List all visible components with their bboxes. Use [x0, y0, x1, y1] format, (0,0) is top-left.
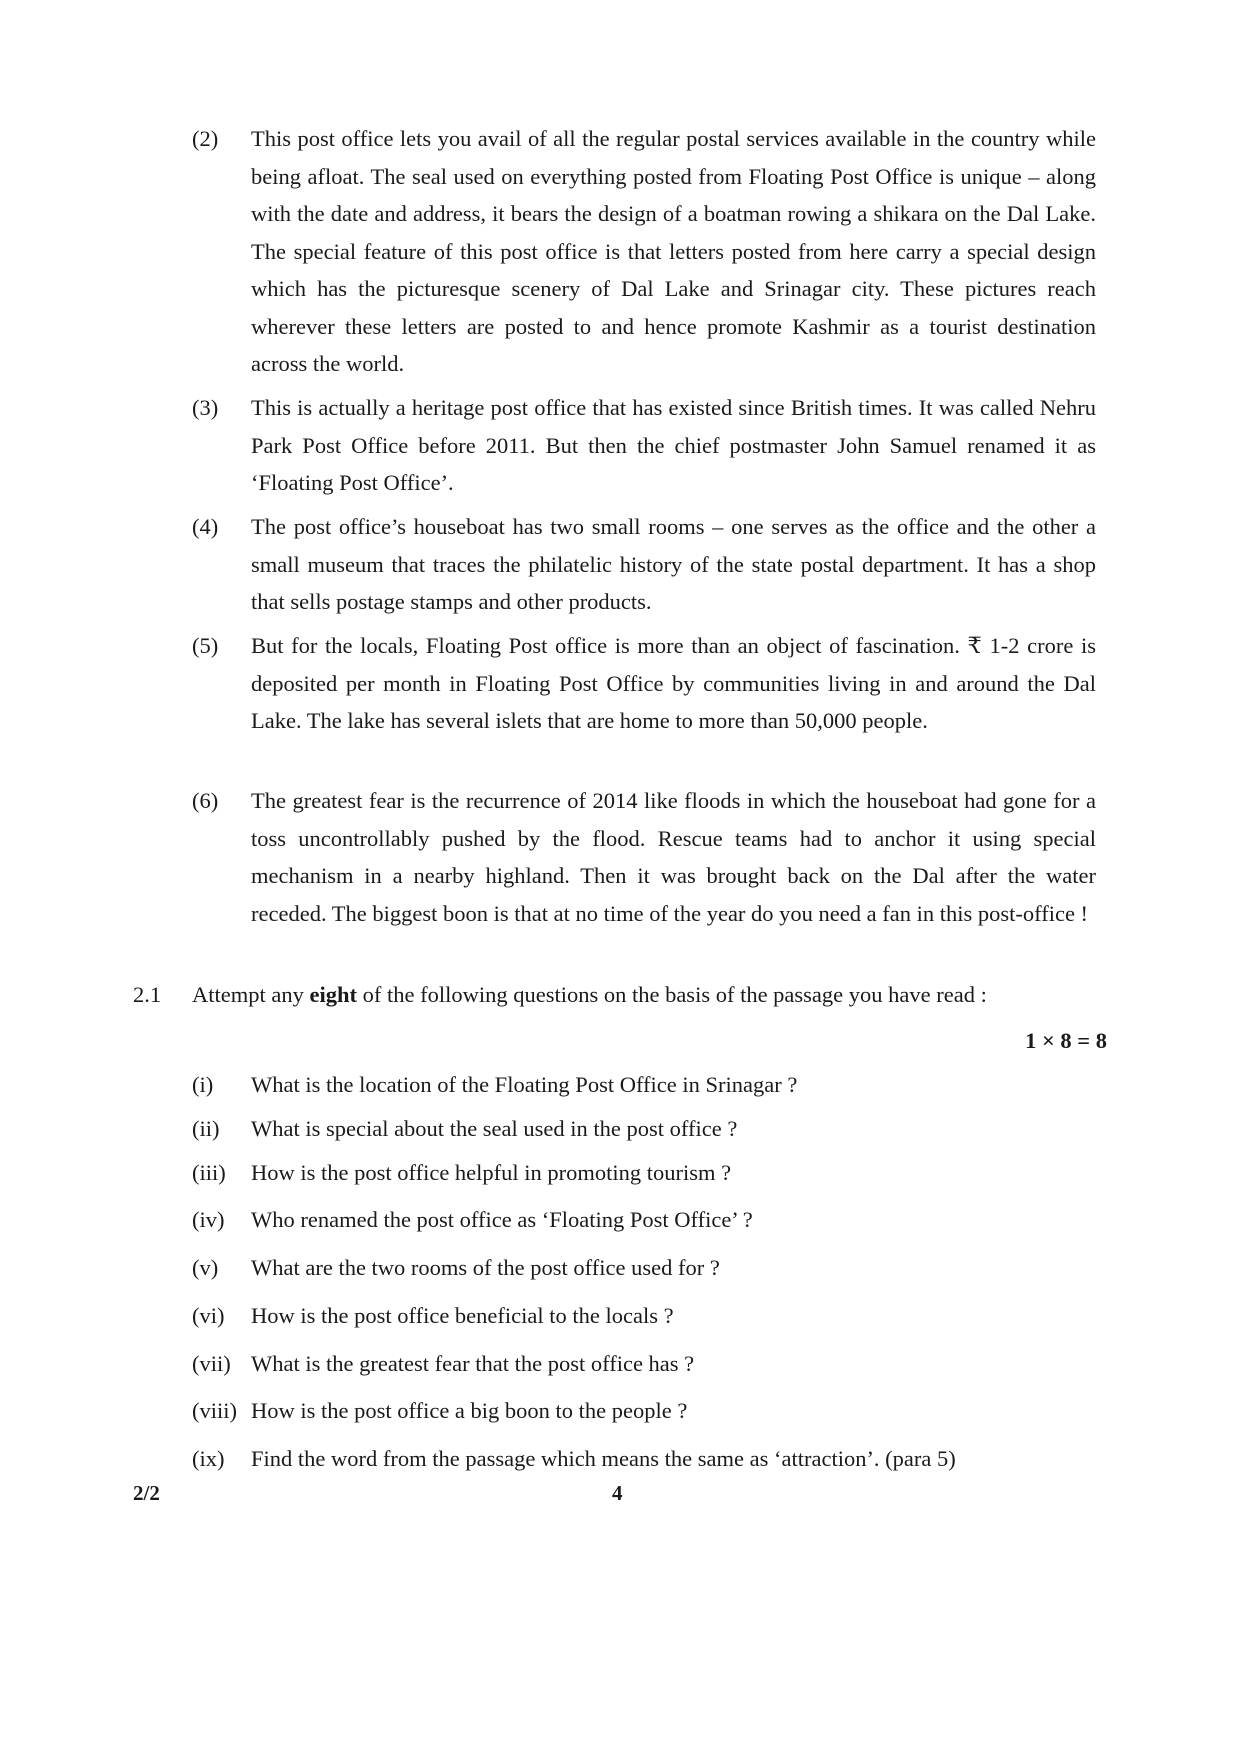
question-text: What is the location of the Floating Post Office in Srinagar ? [251, 1072, 798, 1097]
section-number: 2.1 [133, 982, 162, 1007]
question-text: How is the post office a big boon to the people ? [251, 1398, 688, 1423]
instruction-emphasis: eight [309, 982, 357, 1007]
paragraph-text: But for the locals, Floating Post office is more than an object of fascination. ₹ 1-2 crore is deposited per month in Floating Post Office by communities living in and around the Dal Lake. The lake has several islets that are home to more than 50,000 people. [251, 633, 1096, 733]
paragraph-number: (2) [192, 126, 219, 151]
question-number: (vii) [192, 1351, 231, 1376]
paragraph-text: This post office lets you avail of all the regular postal services available in the country while being afloat. The seal used on everything posted from Floating Post Office is unique – along with the date and address, it bears the design of a boatman rowing a shikara on the Dal Lake. The special feature of this post office is that letters posted from here carry a special design which has the picturesque scenery of Dal Lake and Srinagar city. These pictures reach wherever these letters are posted to and hence promote Kashmir as a tourist destination across the world. [251, 126, 1096, 376]
question-number: (iii) [192, 1160, 226, 1185]
question-number: (v) [192, 1255, 219, 1280]
question-number: (i) [192, 1072, 214, 1097]
question-number: (iv) [192, 1207, 225, 1232]
paragraph-number: (6) [192, 788, 219, 813]
question-text: What is the greatest fear that the post office has ? [251, 1351, 695, 1376]
paragraph-text: This is actually a heritage post office that has existed since British times. It was called Nehru Park Post Office before 2011. But then the chief postmaster John Samuel renamed it as ‘Floating Post Office’. [251, 395, 1096, 495]
instruction-text: of the following questions on the basis of the passage you have read : [356, 982, 987, 1007]
question-text: Find the word from the passage which means the same as ‘attraction’. (para 5) [251, 1446, 956, 1471]
footer-code: 2/2 [133, 1481, 160, 1505]
question-number: (viii) [192, 1398, 237, 1423]
section-instruction [192, 976, 987, 1014]
question-text: What is special about the seal used in the post office ? [251, 1116, 738, 1141]
paragraph-text: The greatest fear is the recurrence of 2014 like floods in which the houseboat had gone for a toss uncontrollably pushed by the flood. Rescue teams had to anchor it using special mechanism in a nearby highland. Then it was brought back on the Dal after the water receded. The biggest boon is that at no time of the year do you need a fan in this post-office ! [251, 788, 1096, 926]
question-text: Who renamed the post office as ‘Floating Post Office’ ? [251, 1207, 753, 1232]
marks-label: 1 × 8 = 8 [1025, 1028, 1107, 1053]
question-number: (ix) [192, 1446, 225, 1471]
question-number: (ii) [192, 1116, 220, 1141]
question-text: What are the two rooms of the post office used for ? [251, 1255, 720, 1280]
paragraph-number: (5) [192, 633, 219, 658]
paragraph-text: The post office’s houseboat has two small rooms – one serves as the office and the other a small museum that traces the philatelic history of the state postal department. It has a shop that sells postage stamps and other products. [251, 514, 1096, 614]
page-number: 4 [612, 1481, 623, 1505]
instruction-text: Attempt any [192, 982, 310, 1007]
paragraph-number: (4) [192, 514, 219, 539]
question-number: (vi) [192, 1303, 225, 1328]
paragraph-number: (3) [192, 395, 219, 420]
question-text: How is the post office helpful in promoting tourism ? [251, 1160, 732, 1185]
question-text: How is the post office beneficial to the locals ? [251, 1303, 674, 1328]
